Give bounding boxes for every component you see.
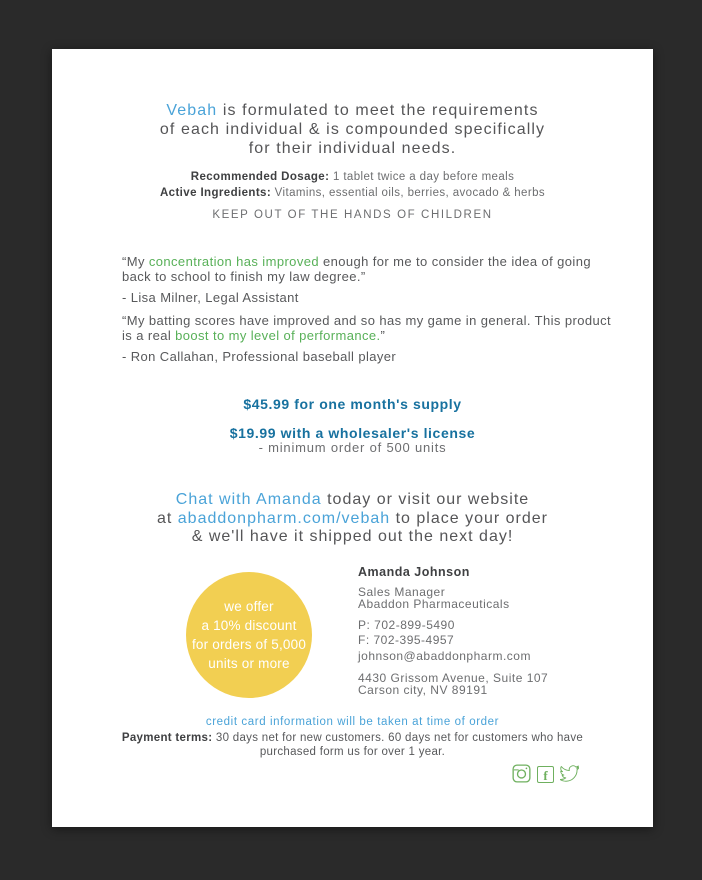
credit-card-notice: credit card information will be taken at time of order bbox=[205, 716, 500, 728]
call-to-action bbox=[52, 491, 653, 547]
cta-line-1-text: today or visit our website bbox=[321, 491, 530, 508]
discount-badge bbox=[186, 572, 312, 698]
dosage-text: 1 tablet twice a day before meals bbox=[329, 171, 515, 183]
heading-line-2: of each individual & is compounded specifically bbox=[159, 121, 546, 138]
facebook-icon[interactable]: f bbox=[537, 766, 554, 783]
flyer-page bbox=[52, 49, 653, 827]
badge-line-3: for orders of 5,000 bbox=[191, 637, 307, 652]
dosage-line bbox=[52, 169, 653, 185]
contact-address-line-1: 4430 Grissom Avenue, Suite 107 bbox=[358, 671, 549, 685]
payment-terms-label: Payment terms: bbox=[121, 732, 213, 744]
heading-line-3: for their individual needs. bbox=[248, 140, 457, 157]
badge-line-1: we offer bbox=[224, 599, 274, 614]
contact-fax: F: 702-395-4957 bbox=[358, 633, 455, 647]
testimonial-attribution-2: - Ron Callahan, Professional baseball player bbox=[122, 349, 397, 364]
cta-line-1 bbox=[52, 491, 653, 510]
testimonial-1-post: enough for me to consider the idea of going back to school to finish my law degree.” bbox=[122, 254, 591, 284]
heading-line-1-text: is formulated to meet the requirements bbox=[217, 102, 539, 119]
price-wholesale: $19.99 with a wholesaler's license bbox=[229, 425, 476, 441]
testimonial-quote-2 bbox=[122, 314, 617, 343]
chat-with-amanda-link[interactable]: Chat with Amanda bbox=[175, 491, 322, 508]
payment-terms-text: 30 days net for new customers. 60 days net for customers who have purchased form us for over 1 year. bbox=[212, 732, 584, 758]
badge-line-2: a 10% discount bbox=[201, 618, 297, 633]
ingredients-line bbox=[52, 185, 653, 201]
price-minimum-note: - minimum order of 500 units bbox=[258, 440, 447, 455]
contact-name: Amanda Johnson bbox=[358, 565, 470, 579]
social-icons bbox=[512, 764, 579, 783]
ingredients-text: Vitamins, essential oils, berries, avocado & herbs bbox=[271, 187, 546, 199]
product-intro-heading bbox=[52, 101, 653, 158]
price-retail: $45.99 for one month's supply bbox=[243, 396, 462, 412]
testimonial-1-highlight: concentration has improved bbox=[148, 254, 319, 269]
payment-terms bbox=[112, 732, 593, 759]
website-url-link[interactable]: abaddonpharm.com/vebah bbox=[177, 509, 391, 527]
testimonial-2-highlight: boost to my level of performance. bbox=[175, 327, 381, 343]
testimonial-1-pre: “My bbox=[122, 254, 149, 269]
contact-address-line-2: Carson city, NV 89191 bbox=[358, 683, 488, 697]
testimonial-2-post: ” bbox=[380, 327, 386, 343]
ingredients-label: Active Ingredients: bbox=[159, 187, 272, 199]
heading-line-1 bbox=[52, 101, 653, 120]
cta-line-2-post: to place your order bbox=[390, 509, 548, 527]
contact-job-title: Sales Manager bbox=[358, 585, 446, 599]
twitter-icon[interactable] bbox=[560, 764, 579, 783]
testimonial-quote-1 bbox=[122, 255, 617, 284]
contact-phone: P: 702-899-5490 bbox=[358, 618, 455, 632]
testimonial-attribution-1: - Lisa Milner, Legal Assistant bbox=[122, 290, 299, 305]
badge-line-4: units or more bbox=[208, 656, 290, 671]
dosage-info bbox=[52, 169, 653, 201]
dosage-label: Recommended Dosage: bbox=[190, 171, 330, 183]
instagram-icon[interactable] bbox=[512, 764, 531, 783]
contact-company: Abaddon Pharmaceuticals bbox=[358, 597, 510, 611]
warning-text: KEEP OUT OF THE HANDS OF CHILDREN bbox=[212, 209, 493, 221]
product-name: Vebah bbox=[166, 102, 218, 119]
testimonial-2-pre: “My batting scores have improved and so has my game in general. This product is a real bbox=[122, 313, 611, 343]
contact-email-link[interactable]: johnson@abaddonpharm.com bbox=[358, 649, 531, 663]
cta-line-2 bbox=[52, 510, 653, 529]
cta-line-3: & we'll have it shipped out the next day! bbox=[191, 528, 514, 545]
cta-line-2-pre: at bbox=[156, 509, 178, 527]
